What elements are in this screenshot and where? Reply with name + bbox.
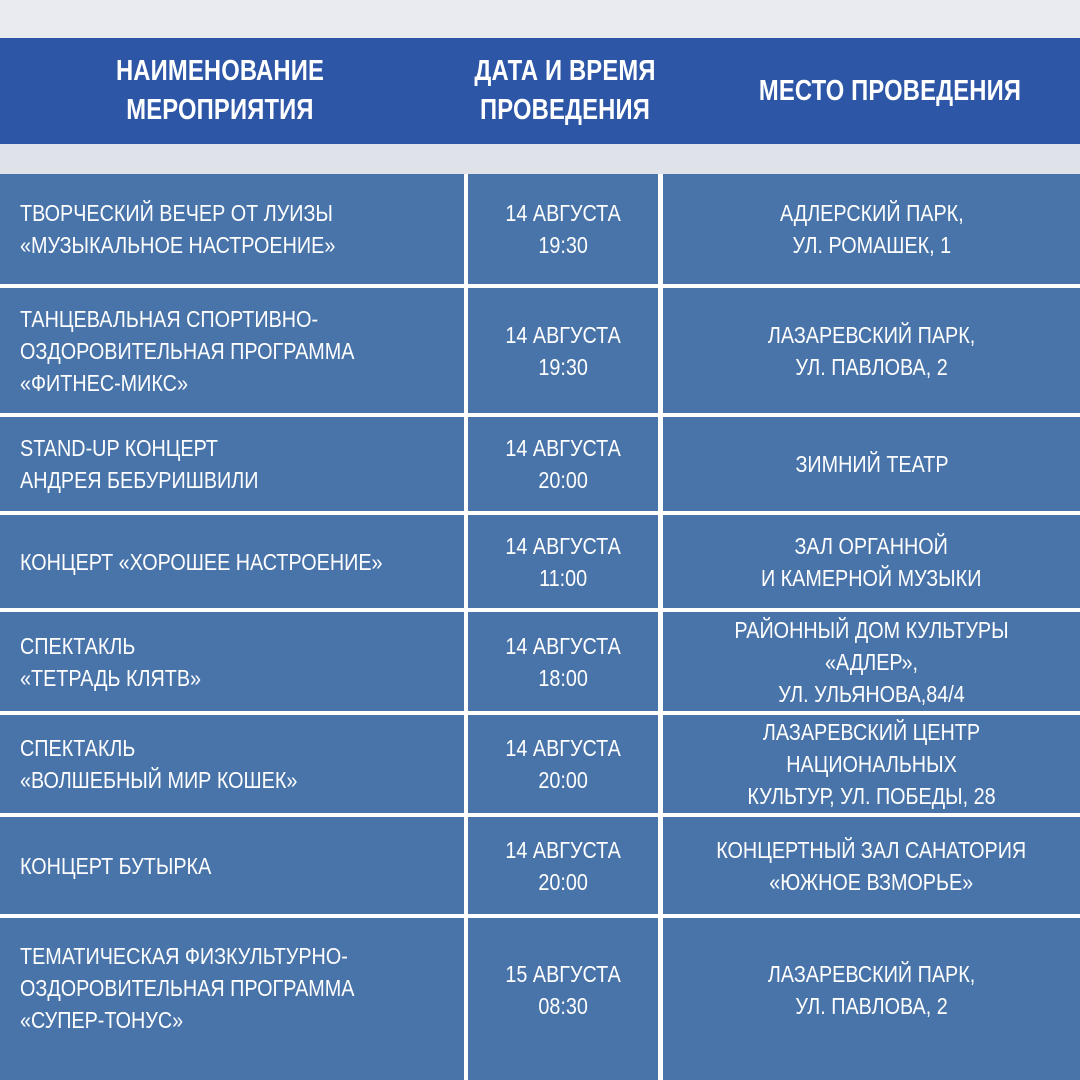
event-name-cell: [0, 918, 464, 1080]
event-name-cell: [0, 817, 464, 914]
header-event-name-text: НАИМЕНОВАНИЕ МЕРОПРИЯТИЯ: [115, 55, 325, 126]
event-place: АДЛЕРСКИЙ ПАРК, УЛ. РОМАШЕК, 1: [779, 200, 964, 258]
event-date: 14 АВГУСТА 11:00: [505, 532, 621, 591]
header-datetime-text: ДАТА И ВРЕМЯ ПРОВЕДЕНИЯ: [474, 55, 656, 126]
header-place: [734, 38, 1046, 144]
table-row: [0, 174, 1080, 284]
events-table: [0, 174, 1080, 1080]
event-date: 14 АВГУСТА 20:00: [505, 735, 621, 793]
table-row: [0, 817, 1080, 914]
event-date-cell: [468, 918, 658, 1080]
header-event-name: [89, 38, 351, 144]
event-date-cell: [468, 612, 658, 711]
event-name: ТЕМАТИЧЕСКАЯ ФИЗКУЛЬТУРНО- ОЗДОРОВИТЕЛЬНАЯ ПРОГРАММА «СУПЕР-ТОНУС»: [20, 943, 355, 1033]
event-place-cell: [663, 515, 1080, 608]
table-row: [0, 918, 1080, 1080]
event-date-cell: [468, 515, 658, 608]
table-row: [0, 288, 1080, 413]
event-place-cell: [663, 417, 1080, 511]
table-row: [0, 612, 1080, 711]
event-date: 14 АВГУСТА 19:30: [505, 321, 621, 380]
event-date: 14 АВГУСТА 19:30: [505, 200, 621, 258]
event-date-cell: [468, 288, 658, 413]
event-place: ЛАЗАРЕВСКИЙ ПАРК, УЛ. ПАВЛОВА, 2: [767, 961, 976, 1019]
event-place: РАЙОННЫЙ ДОМ КУЛЬТУРЫ «АДЛЕР», УЛ. УЛЬЯНОВА,84/4: [734, 616, 1009, 707]
event-name: КОНЦЕРТ БУТЫРКА: [20, 852, 212, 879]
event-name: КОНЦЕРТ «ХОРОШЕЕ НАСТРОЕНИЕ»: [20, 548, 383, 575]
event-date: 15 АВГУСТА 08:30: [505, 961, 621, 1019]
event-date-cell: [468, 174, 658, 284]
event-name-cell: [0, 515, 464, 608]
event-place: ЗИМНИЙ ТЕАТР: [794, 451, 949, 477]
event-place-cell: [663, 715, 1080, 813]
event-date-cell: [468, 715, 658, 813]
event-name: СПЕКТАКЛЬ «ВОЛШЕБНЫЙ МИР КОШЕК»: [20, 735, 298, 793]
event-name: ТВОРЧЕСКИЙ ВЕЧЕР ОТ ЛУИЗЫ «МУЗЫКАЛЬНОЕ НАСТРОЕНИЕ»: [20, 200, 336, 258]
event-name: STAND-UP КОНЦЕРТ АНДРЕЯ БЕБУРИШВИЛИ: [20, 435, 259, 493]
table-header: [0, 38, 1080, 144]
event-date-cell: [468, 817, 658, 914]
event-place: ЛАЗАРЕВСКИЙ ПАРК, УЛ. ПАВЛОВА, 2: [767, 321, 976, 380]
event-date-cell: [468, 417, 658, 511]
event-name-cell: [0, 174, 464, 284]
event-date: 14 АВГУСТА 20:00: [505, 836, 621, 895]
event-place-cell: [663, 288, 1080, 413]
event-name: СПЕКТАКЛЬ «ТЕТРАДЬ КЛЯТВ»: [20, 632, 202, 691]
event-place: ЗАЛ ОРГАННОЙ И КАМЕРНОЙ МУЗЫКИ: [761, 532, 982, 591]
header-divider-strip: [0, 144, 1080, 174]
event-place-cell: [663, 174, 1080, 284]
table-row: [0, 715, 1080, 813]
event-place: КОНЦЕРТНЫЙ ЗАЛ САНАТОРИЯ «ЮЖНОЕ ВЗМОРЬЕ»: [716, 836, 1027, 895]
header-datetime: [454, 38, 675, 144]
event-name-cell: [0, 288, 464, 413]
table-row: [0, 417, 1080, 511]
event-place-cell: [663, 918, 1080, 1080]
header-place-text: МЕСТО ПРОВЕДЕНИЯ: [758, 74, 1022, 107]
event-date: 14 АВГУСТА 18:00: [505, 632, 621, 691]
event-place: ЛАЗАРЕВСКИЙ ЦЕНТР НАЦИОНАЛЬНЫХ КУЛЬТУР, УЛ. ПОБЕДЫ, 28: [747, 719, 996, 809]
event-name: ТАНЦЕВАЛЬНАЯ СПОРТИВНО- ОЗДОРОВИТЕЛЬНАЯ ПРОГРАММА «ФИТНЕС-МИКС»: [20, 305, 355, 396]
event-place-cell: [663, 612, 1080, 711]
event-name-cell: [0, 612, 464, 711]
table-row: [0, 515, 1080, 608]
event-place-cell: [663, 817, 1080, 914]
event-name-cell: [0, 417, 464, 511]
event-name-cell: [0, 715, 464, 813]
event-date: 14 АВГУСТА 20:00: [505, 435, 621, 493]
